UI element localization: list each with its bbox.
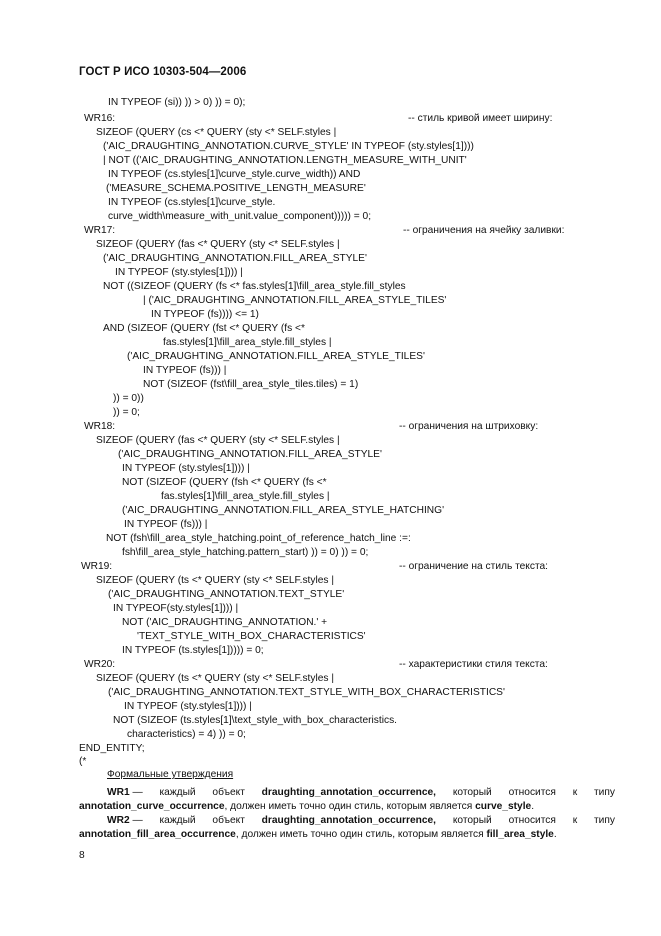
code-line: )) = 0; xyxy=(113,407,140,418)
section-title: Формальные утверждения xyxy=(107,769,234,780)
code-line: WR20: xyxy=(84,659,116,670)
code-line: SIZEOF (QUERY (cs <* QUERY (sty <* SELF.styles | xyxy=(96,127,337,138)
code-line: NOT (SIZEOF (ts.styles[1]\text_style_with_box_characteristics. xyxy=(113,715,398,726)
code-line: IN TYPEOF (cs.styles[1]\curve_style.curve_width)) AND xyxy=(108,169,361,180)
code-line: WR17: xyxy=(84,225,116,236)
document-header: ГОСТ Р ИСО 10303-504—2006 xyxy=(79,66,247,78)
page-number: 8 xyxy=(79,850,85,861)
code-line: IN TYPEOF (sty.styles[1]))) | xyxy=(122,463,250,474)
code-line: SIZEOF (QUERY (fas <* QUERY (sty <* SELF.styles | xyxy=(96,239,340,250)
code-line: SIZEOF (QUERY (fas <* QUERY (sty <* SELF.styles | xyxy=(96,435,340,446)
code-line: fas.styles[1]\fill_area_style.fill_styles | xyxy=(161,491,330,502)
code-line: SIZEOF (QUERY (ts <* QUERY (sty <* SELF.styles | xyxy=(96,673,334,684)
rule-wr2: WR2 — каждый объект draughting_annotation_occurrence, который относится к типу annotation_fill_area_occurrence, должен иметь точно один стиль, которым является fill_area_style. xyxy=(79,815,615,840)
code-line: ('AIC_DRAUGHTING_ANNOTATION.FILL_AREA_STYLE' xyxy=(103,253,367,264)
code-line: ('AIC_DRAUGHTING_ANNOTATION.TEXT_STYLE' xyxy=(108,589,345,600)
code-line: NOT (fsh\fill_area_style_hatching.point_of_reference_hatch_line :=: xyxy=(106,533,411,544)
code-line: ('AIC_DRAUGHTING_ANNOTATION.FILL_AREA_STYLE' xyxy=(118,449,382,460)
code-comment: -- стиль кривой имеет ширину: xyxy=(408,113,553,124)
code-line: (* xyxy=(79,756,87,767)
code-line: NOT ('AIC_DRAUGHTING_ANNOTATION.' + xyxy=(122,617,328,628)
code-comment: -- ограничения на штриховку: xyxy=(399,421,539,432)
code-line: WR18: xyxy=(84,421,116,432)
code-line: )) = 0)) xyxy=(113,393,144,404)
code-comment: -- характеристики стиля текста: xyxy=(399,659,548,670)
code-line: IN TYPEOF (fs))) | xyxy=(124,519,208,530)
code-line: IN TYPEOF (ts.styles[1])))) = 0; xyxy=(122,645,264,656)
code-line: WR16: xyxy=(84,113,116,124)
code-line: ('AIC_DRAUGHTING_ANNOTATION.FILL_AREA_STYLE_HATCHING' xyxy=(122,505,445,516)
code-line: IN TYPEOF(sty.styles[1]))) | xyxy=(113,603,239,614)
code-line: curve_width\measure_with_unit.value_component))))) = 0; xyxy=(108,211,372,222)
code-line: ('MEASURE_SCHEMA.POSITIVE_LENGTH_MEASURE' xyxy=(106,183,366,194)
code-line: fsh\fill_area_style_hatching.pattern_start) )) = 0) )) = 0; xyxy=(122,547,369,558)
code-line: AND (SIZEOF (QUERY (fst <* QUERY (fs <* xyxy=(103,323,305,334)
code-line: ('AIC_DRAUGHTING_ANNOTATION.CURVE_STYLE' IN TYPEOF (sty.styles[1]))) xyxy=(103,141,474,152)
code-line: NOT ((SIZEOF (QUERY (fs <* fas.styles[1]\fill_area_style.fill_styles xyxy=(103,281,406,292)
code-line: END_ENTITY; xyxy=(79,743,145,754)
code-line: WR19: xyxy=(81,561,113,572)
rule-wr1: WR1 — каждый объект draughting_annotation_occurrence, который относится к типу annotation_curve_occurrence, должен иметь точно один стиль, которым является curve_style. xyxy=(79,787,615,812)
code-line: IN TYPEOF (sty.styles[1]))) | xyxy=(124,701,252,712)
code-line: NOT (SIZEOF (fst\fill_area_style_tiles.tiles) = 1) xyxy=(143,379,359,390)
code-line: characteristics) = 4) )) = 0; xyxy=(127,729,246,740)
code-comment: -- ограничения на ячейку заливки: xyxy=(403,225,565,236)
code-line: IN TYPEOF (si)) )) > 0) )) = 0); xyxy=(108,97,246,108)
code-line: ('AIC_DRAUGHTING_ANNOTATION.TEXT_STYLE_WITH_BOX_CHARACTERISTICS' xyxy=(108,687,505,698)
code-line: NOT (SIZEOF (QUERY (fsh <* QUERY (fs <* xyxy=(122,477,327,488)
code-line: | NOT (('AIC_DRAUGHTING_ANNOTATION.LENGTH_MEASURE_WITH_UNIT' xyxy=(103,155,467,166)
code-line: | ('AIC_DRAUGHTING_ANNOTATION.FILL_AREA_STYLE_TILES' xyxy=(143,295,447,306)
code-comment: -- ограничение на стиль текста: xyxy=(399,561,549,572)
code-line: IN TYPEOF (cs.styles[1]\curve_style. xyxy=(108,197,276,208)
code-line: SIZEOF (QUERY (ts <* QUERY (sty <* SELF.styles | xyxy=(96,575,334,586)
code-line: fas.styles[1]\fill_area_style.fill_styles | xyxy=(163,337,332,348)
code-line: IN TYPEOF (sty.styles[1]))) | xyxy=(115,267,243,278)
code-line: IN TYPEOF (fs))) | xyxy=(143,365,227,376)
code-line: ('AIC_DRAUGHTING_ANNOTATION.FILL_AREA_STYLE_TILES' xyxy=(127,351,425,362)
code-line: IN TYPEOF (fs)))) <= 1) xyxy=(151,309,259,320)
code-line: 'TEXT_STYLE_WITH_BOX_CHARACTERISTICS' xyxy=(137,631,366,642)
